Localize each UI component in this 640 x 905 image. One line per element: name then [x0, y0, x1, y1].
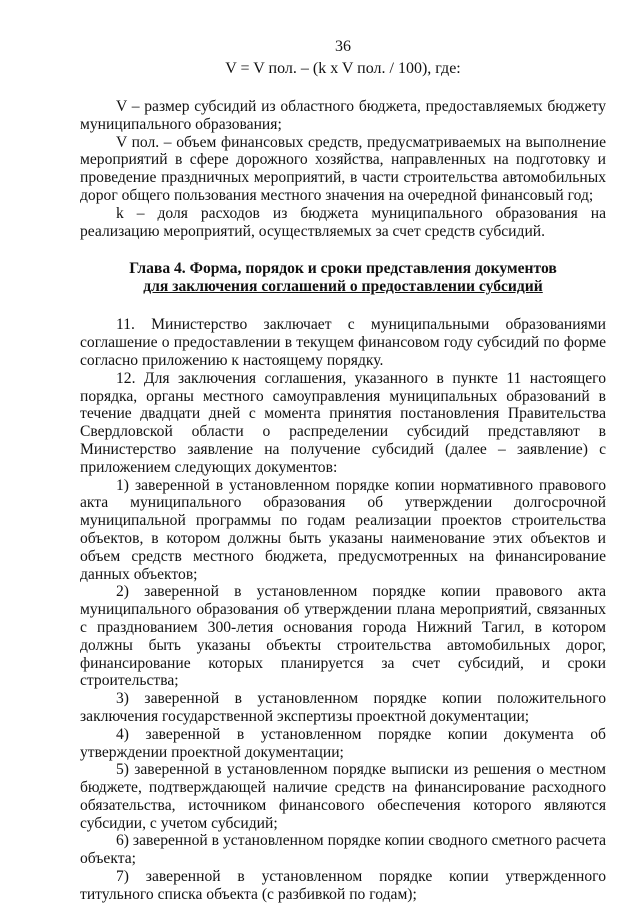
- list-item: 6) заверенной в установленном порядке копии сводного сметного расчета объекта;: [80, 832, 606, 868]
- list-item: 2) заверенной в установленном порядке копии правового акта муниципального образования об утверждении плана мероприятий, связанных с празднованием 300-летия основания города Нижний Тагил, в котором должны быть указаны объекты строительства автомобильных дорог, финансирование которых планируется за счет субсидий, и сроки строительства;: [80, 583, 606, 690]
- list-item: 3) заверенной в установленном порядке копии положительного заключения государственной экспертизы проектной документации;: [80, 690, 606, 725]
- page-number: 36: [335, 38, 351, 55]
- paragraph-12: 12. Для заключения соглашения, указанного в пункте 11 настоящего порядка, органы местного самоуправления муниципальных образований в течение двадцати дней с момента принятия постановления Правительства Свердловской области о распределении субсидий представляют в Министерство заявление на получение субсидий (далее – заявление) с приложением следующих документов:: [80, 369, 606, 476]
- chapter-heading: [80, 260, 606, 296]
- chapter-body: [80, 316, 606, 903]
- definition-v: V – размер субсидий из областного бюджета, предоставляемых бюджету муниципального образования;: [80, 98, 606, 133]
- chapter-heading-line-1: Глава 4. Форма, порядок и сроки представления документов: [129, 260, 557, 278]
- definition-k: k – доля расходов из бюджета муниципального образования на реализацию мероприятий, осуществляемых за счет средств субсидий.: [80, 204, 606, 240]
- formula-definitions: [80, 98, 606, 240]
- paragraph-11: 11. Министерство заключает с муниципальными образованиями соглашение о предоставлении в текущем финансовом году субсидий по форме согласно приложению к настоящему порядку.: [80, 316, 606, 369]
- list-item: 1) заверенной в установленном порядке копии нормативного правового акта муниципального образования об утверждении долгосрочной муниципальной программы по годам реализации проектов строительства объектов, в котором должны быть указаны наименование этих объектов и объем средств местного бюджета, предусмотренных на финансирование данных объектов;: [80, 476, 606, 583]
- list-item: 4) заверенной в установленном порядке копии документа об утверждении проектной документации;: [80, 725, 606, 761]
- subsidy-formula: V = V пол. – (k x V пол. / 100), где:: [225, 60, 461, 77]
- definition-v-pol: V пол. – объем финансовых средств, предусматриваемых на выполнение мероприятий в сфере дорожного хозяйства, направленных на подготовку и проведение праздничных мероприятий, в части строительства автомобильных дорог общего пользования местного значения на очередной финансовый год;: [80, 133, 606, 204]
- chapter-heading-line-2: для заключения соглашений о предоставлении субсидий: [143, 278, 543, 296]
- list-item: 5) заверенной в установленном порядке выписки из решения о местном бюджете, подтверждающей наличие средств на финансирование расходного обязательства, источником финансового обеспечения которого являются субсидии, с учетом субсидий;: [80, 761, 606, 832]
- list-item: 7) заверенной в установленном порядке копии утвержденного титульного списка объекта (с разбивкой по годам);: [80, 868, 606, 903]
